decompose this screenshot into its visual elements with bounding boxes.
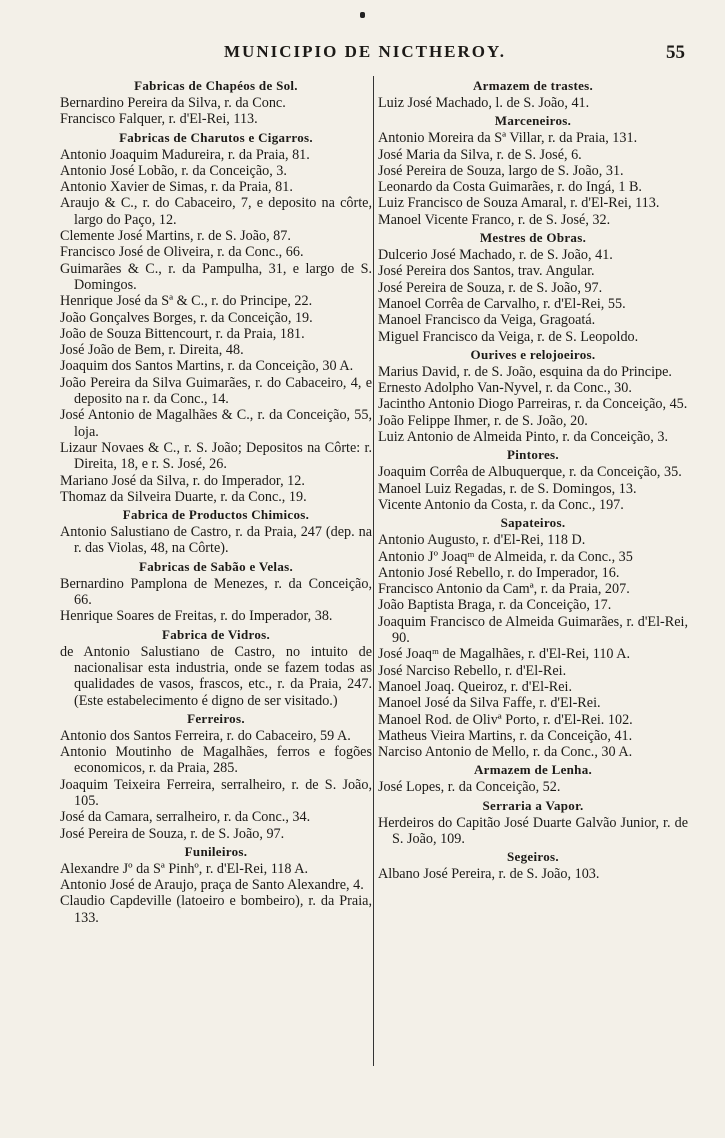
- directory-entry: Bernardino Pereira da Silva, r. da Conc.: [60, 95, 286, 111]
- directory-entry: Jacintho Antonio Diogo Parreiras, r. da Conceição, 45.: [378, 396, 688, 413]
- directory-entry: José Pereira de Souza, r. de S. João, 97.: [60, 825, 285, 842]
- directory-entry: Herdeiros do Capitão José Duarte Galvão Junior, r. de S. João, 109.: [378, 814, 688, 847]
- directory-entry: Clemente José Martins, r. de S. João, 87.: [60, 228, 291, 245]
- directory-entry: José Pereira de Souza, largo de S. João, 31.: [378, 162, 624, 179]
- directory-entry: Miguel Francisco da Veiga, r. de S. Leopoldo.: [378, 328, 639, 345]
- directory-entry: Alexandre Jº da Sª Pinhº, r. d'El-Rei, 118 A.: [60, 860, 309, 877]
- directory-entry: José Narciso Rebello, r. d'El-Rei.: [378, 662, 567, 679]
- section-heading: Fabricas de Charutos e Cigarros.: [119, 129, 313, 145]
- section-heading: Ferreiros.: [187, 710, 245, 726]
- section-heading: Ourives e relojoeiros.: [470, 346, 596, 362]
- directory-entry: Claudio Capdeville (latoeiro e bombeiro), r. da Praia, 133.: [60, 893, 372, 926]
- page-number: 55: [666, 42, 685, 63]
- directory-entry: Albano José Pereira, r. de S. João, 103.: [378, 866, 600, 883]
- directory-entry: José Antonio de Magalhães & C., r. da Conceição, 55, loja.: [60, 407, 372, 440]
- section-heading: Armazem de trastes.: [472, 78, 594, 93]
- directory-entry: José Maria da Silva, r. de S. José, 6.: [378, 146, 582, 163]
- directory-entry: Luiz Antonio de Almeida Pinto, r. da Conceição, 3.: [378, 429, 669, 446]
- directory-entry: Antonio Moutinho de Magalhães, ferros e fogões economicos, r. da Praia, 285.: [60, 744, 372, 777]
- directory-entry: José da Camara, serralheiro, r. da Conc., 34.: [60, 809, 311, 826]
- directory-entry: Joaquim Corrêa de Albuquerque, r. da Conceição, 35.: [378, 464, 682, 481]
- directory-entry: Manoel Joaq. Queiroz, r. d'El-Rei.: [378, 678, 573, 695]
- directory-entry: Lizaur Novaes & C., r. S. João; Depositos na Côrte: r. Direita, 18, e r. S. José, 26.: [60, 439, 372, 473]
- directory-entry: José Pereira de Souza, r. de S. João, 97.: [378, 279, 603, 296]
- directory-entry: Matheus Vieira Martins, r. da Conceição, 41.: [378, 727, 633, 744]
- directory-entry: Narciso Antonio de Mello, r. da Conc., 30 A.: [378, 744, 633, 761]
- directory-entry: Manoel Francisco da Veiga, Gragoatá.: [378, 312, 596, 329]
- directory-entry: Antonio Joaquim Madureira, r. da Praia, 81.: [60, 146, 310, 163]
- directory-entry: Joaquim Francisco de Almeida Guimarães, r. d'El-Rei, 90.: [378, 613, 688, 647]
- section-heading: Funileiros.: [184, 843, 248, 859]
- running-title: MUNICIPIO DE NICTHEROY.: [224, 42, 506, 61]
- directory-entry: de Antonio Salustiano de Castro, no intuito de nacionalisar esta industria, onde se fazem todas as qualidades de vasos, frascos, etc., r. da Praia, 247. (Este estabelecimento é digno de ser visitado.): [60, 643, 372, 709]
- directory-entry: Manoel José da Silva Faffe, r. d'El-Rei.: [378, 695, 601, 712]
- directory-entry: Araujo & C., r. do Cabaceiro, 7, e deposito na côrte, largo do Paço, 12.: [60, 195, 372, 228]
- directory-entry: Henrique Soares de Freitas, r. do Imperador, 38.: [60, 608, 333, 625]
- section-heading: Segeiros.: [507, 849, 559, 865]
- directory-entry: Manoel Corrêa de Carvalho, r. d'El-Rei, 55.: [378, 295, 626, 312]
- directory-entry: Marius David, r. de S. João, esquina da do Principe.: [378, 363, 672, 380]
- directory-entry: José Pereira dos Santos, trav. Angular.: [378, 263, 595, 280]
- section-heading: Armazem de Lenha.: [473, 762, 593, 778]
- directory-entry: Antonio dos Santos Ferreira, r. do Cabaceiro, 59 A.: [60, 727, 351, 744]
- directory-entry: João Pereira da Silva Guimarães, r. do Cabaceiro, 4, e deposito na r. da Conc., 14.: [60, 374, 372, 408]
- right-column: [378, 76, 688, 883]
- directory-entry: Dulcerio José Machado, r. de S. João, 41.: [378, 247, 613, 264]
- directory-entry: Luiz Francisco de Souza Amaral, r. d'El-Rei, 113.: [378, 195, 660, 212]
- section-heading: Fabricas de Sabão e Velas.: [138, 558, 294, 574]
- directory-entry: Antonio Salustiano de Castro, r. da Praia, 247 (dep. na r. das Violas, 48, na Côrte).: [60, 524, 372, 557]
- directory-entry: João de Souza Bittencourt, r. da Praia, 181.: [60, 325, 305, 342]
- directory-entry: Leonardo da Costa Guimarães, r. do Ingá, 1 B.: [378, 179, 642, 196]
- directory-entry: Vicente Antonio da Costa, r. da Conc., 197.: [378, 496, 624, 513]
- directory-entry: José João de Bem, r. Direita, 48.: [60, 342, 244, 359]
- directory-entry: José Lopes, r. da Conceição, 52.: [378, 779, 561, 796]
- section-heading: Pintores.: [507, 447, 559, 463]
- directory-entry: Antonio Xavier de Simas, r. da Praia, 81.: [60, 179, 293, 196]
- directory-entry: João Felippe Ihmer, r. de S. João, 20.: [378, 412, 588, 429]
- directory-entry: Bernardino Pamplona de Menezes, r. da Conceição, 66.: [60, 575, 372, 609]
- section-heading: Mestres de Obras.: [479, 230, 587, 246]
- directory-entry: Francisco José de Oliveira, r. da Conc., 66.: [60, 244, 304, 261]
- section-heading: Marceneiros.: [494, 113, 572, 129]
- directory-entry: Antonio José Rebello, r. do Imperador, 16.: [378, 564, 620, 581]
- directory-entry: Antonio José de Araujo, praça de Santo Alexandre, 4.: [60, 877, 364, 894]
- directory-entry: Mariano José da Silva, r. do Imperador, 12.: [60, 472, 305, 489]
- directory-entry: Luiz José Machado, l. de S. João, 41.: [378, 95, 590, 111]
- directory-entry: Francisco Antonio da Camª, r. da Praia, 207.: [378, 581, 630, 598]
- ink-dot: [360, 12, 365, 18]
- directory-entry: Henrique José da Sª & C., r. do Principe, 22.: [60, 293, 313, 310]
- section-heading: Sapateiros.: [500, 515, 566, 531]
- directory-entry: Ernesto Adolpho Van-Nyvel, r. da Conc., 30.: [378, 380, 632, 397]
- directory-entry: Joaquim dos Santos Martins, r. da Conceição, 30 A.: [60, 358, 354, 375]
- directory-entry: Manoel Vicente Franco, r. de S. José, 32.: [378, 211, 611, 228]
- directory-entry: Manoel Rod. de Olivª Porto, r. d'El-Rei. 102.: [378, 711, 633, 728]
- directory-entry: João Gonçalves Borges, r. da Conceição, 19.: [60, 309, 313, 326]
- directory-entry: Francisco Falquer, r. d'El-Rei, 113.: [60, 111, 258, 128]
- directory-entry: Antonio Augusto, r. d'El-Rei, 118 D.: [378, 532, 586, 549]
- directory-entry: José Joaqᵐ de Magalhães, r. d'El-Rei, 110 A.: [378, 646, 631, 663]
- section-heading: Serraria a Vapor.: [482, 797, 584, 813]
- directory-entry: Joaquim Teixeira Ferreira, serralheiro, r. de S. João, 105.: [60, 776, 372, 809]
- section-heading: Fabrica de Productos Chimicos.: [122, 507, 310, 523]
- directory-entry: João Baptista Braga, r. da Conceição, 17.: [378, 597, 612, 614]
- directory-entry: Guimarães & C., r. da Pampulha, 31, e largo de S. Domingos.: [60, 260, 372, 293]
- column-divider: [373, 76, 374, 1066]
- directory-entry: Thomaz da Silveira Duarte, r. da Conc., 19.: [60, 488, 307, 505]
- left-column: [60, 76, 372, 926]
- section-heading: Fabricas de Chapéos de Sol.: [134, 78, 298, 93]
- directory-entry: Antonio José Lobão, r. da Conceição, 3.: [60, 162, 287, 179]
- directory-entry: Antonio Moreira da Sª Villar, r. da Praia, 131.: [378, 130, 638, 147]
- directory-entry: Manoel Luiz Regadas, r. de S. Domingos, 13.: [378, 480, 637, 497]
- section-heading: Fabrica de Vidros.: [161, 626, 271, 642]
- directory-entry: Antonio Jº Joaqᵐ de Almeida, r. da Conc., 35: [378, 548, 633, 565]
